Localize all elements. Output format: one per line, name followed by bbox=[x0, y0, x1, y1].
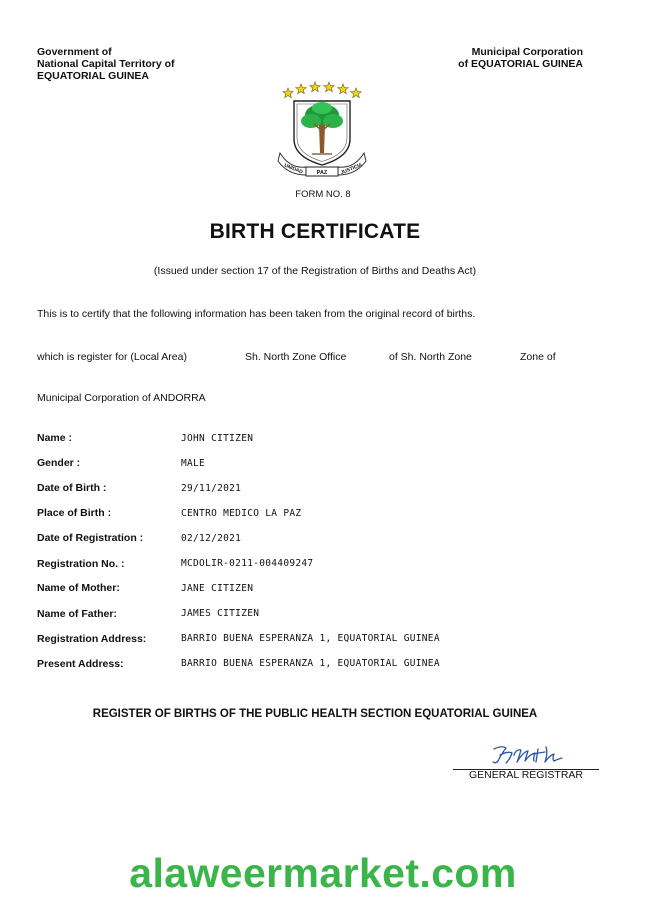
field-value-present-address: BARRIO BUENA ESPERANZA 1, EQUATORIAL GUINEA bbox=[181, 658, 440, 669]
zone-office-value: Sh. North Zone Office bbox=[245, 351, 347, 363]
gov-line-3: EQUATORIAL GUINEA bbox=[37, 70, 150, 82]
municipal-corporation-block bbox=[458, 46, 583, 70]
motto-right: JUSTICIA bbox=[339, 162, 364, 177]
municipal-corporation-line: Municipal Corporation of ANDORRA bbox=[37, 392, 206, 404]
document-title: BIRTH CERTIFICATE bbox=[209, 220, 421, 243]
field-label-name-of-father: Name of Father: bbox=[37, 608, 117, 620]
register-footer-line: REGISTER OF BIRTHS OF THE PUBLIC HEALTH SECTION EQUATORIAL GUINEA bbox=[92, 708, 538, 720]
issued-under-note: (Issued under section 17 of the Registration of Births and Deaths Act) bbox=[153, 265, 477, 277]
signatory-title: GENERAL REGISTRAR bbox=[469, 769, 583, 781]
zone-of-label: Zone of bbox=[520, 351, 556, 363]
field-label-present-address: Present Address: bbox=[37, 658, 124, 670]
motto-left: UNIDAD bbox=[283, 162, 304, 176]
form-number: FORM NO. 8 bbox=[295, 189, 351, 200]
field-value-registration-no: MCDOLIR-0211-004409247 bbox=[181, 558, 314, 569]
issuing-government-block bbox=[37, 46, 175, 82]
field-value-gender: MALE bbox=[181, 458, 206, 469]
field-value-name-of-father: JAMES CITIZEN bbox=[181, 608, 260, 619]
field-label-registration-no: Registration No. : bbox=[37, 558, 125, 570]
field-value-name: JOHN CITIZEN bbox=[181, 433, 254, 444]
gov-line-1: Government of bbox=[37, 46, 112, 58]
field-value-date-of-registration: 02/12/2021 bbox=[181, 533, 242, 544]
zone-value: of Sh. North Zone bbox=[389, 351, 472, 363]
motto-center: PAZ bbox=[316, 170, 328, 176]
certification-statement: This is to certify that the following information has been taken from the original record of births. bbox=[37, 308, 476, 320]
watermark-text: alaweermarket.com bbox=[129, 850, 517, 896]
field-value-registration-address: BARRIO BUENA ESPERANZA 1, EQUATORIAL GUINEA bbox=[181, 633, 440, 644]
field-label-date-of-birth: Date of Birth : bbox=[37, 482, 107, 494]
muni-line-2: of EQUATORIAL GUINEA bbox=[458, 58, 583, 70]
field-label-registration-address: Registration Address: bbox=[37, 633, 147, 645]
field-label-name-of-mother: Name of Mother: bbox=[37, 582, 120, 594]
field-label-gender: Gender : bbox=[37, 457, 81, 469]
field-label-place-of-birth: Place of Birth : bbox=[37, 507, 112, 519]
local-area-label: which is register for (Local Area) bbox=[37, 351, 187, 363]
field-label-date-of-registration: Date of Registration : bbox=[37, 532, 144, 544]
field-value-name-of-mother: JANE CITIZEN bbox=[181, 583, 254, 594]
registrar-signature bbox=[488, 741, 568, 767]
field-label-name: Name : bbox=[37, 432, 73, 444]
gov-line-2: National Capital Territory of bbox=[37, 58, 175, 70]
field-value-date-of-birth: 29/11/2021 bbox=[181, 483, 242, 494]
coat-of-arms-emblem bbox=[276, 77, 368, 183]
field-value-place-of-birth: CENTRO MEDICO LA PAZ bbox=[181, 508, 302, 519]
muni-line-1: Municipal Corporation bbox=[471, 46, 583, 58]
